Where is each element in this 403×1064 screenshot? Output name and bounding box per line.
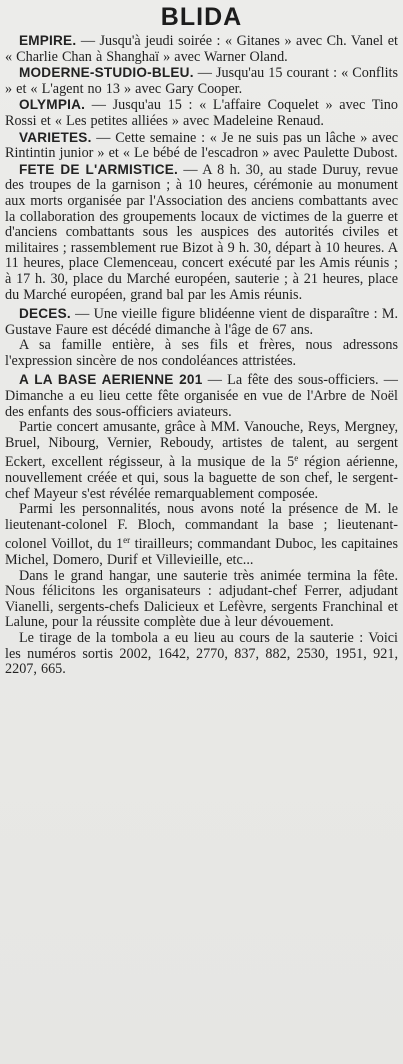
text-personnalites-end: tirailleurs; commandant Duboc, les capitaines Michel, Domero, Durif et Villevieille, etc... bbox=[5, 536, 398, 568]
paragraph-base-aerienne bbox=[5, 372, 398, 420]
text-olympia: — Jusqu'au 15 : « L'affaire Coquelet » avec Tino Rossi et « Les petites alliées » avec Madeleine Renaud. bbox=[5, 97, 398, 129]
text-base-aerienne: — La fête des sous-officiers. — Dimanche a eu lieu cette fête organisée en vue de l'Arbre de Noël des enfants des sous-officiers aviateurs. bbox=[5, 372, 398, 420]
heading-olympia: OLYMPIA. bbox=[19, 97, 86, 113]
paragraph-moderne-studio-bleu bbox=[5, 65, 398, 97]
text-concert-end: région aérienne, nouvellement créée et qui, sous la baguette de son chef, le sergent-chef Mayeur s'est révélée remarquablement composée. bbox=[5, 454, 398, 502]
heading-base-aerienne: A LA BASE AERIENNE 201 bbox=[19, 372, 203, 388]
paragraph-empire bbox=[5, 33, 398, 65]
paragraph-armistice bbox=[5, 162, 398, 303]
article-title: BLIDA bbox=[160, 3, 243, 31]
heading-empire: EMPIRE. bbox=[19, 33, 77, 48]
superscript-e: e bbox=[294, 453, 299, 464]
paragraph-hangar: Dans le grand hangar, une sauterie très animée termina la fête. Nous félicitons les organisateurs : adjudant-chef Ferrer, adjudant Vianelli, sergents-chefs Dalicieux et Lefèvre, sergents Franchinal et Lalune, pour la réussite complète due à leur dévouement. bbox=[5, 567, 398, 631]
heading-moderne-studio-bleu: MODERNE-STUDIO-BLEU. bbox=[19, 65, 194, 81]
text-moderne-studio-bleu: — Jusqu'au 15 courant : « Conflits » et « L'agent no 13 » avec Gary Cooper. bbox=[5, 65, 398, 97]
paragraph-tombola: Le tirage de la tombola a eu lieu au cours de la sauterie : Voici les numéros sortis 2002, 1642, 2770, 837, 882, 2530, 1951, 921, 2207, 665. bbox=[5, 629, 398, 678]
paragraph-concert bbox=[5, 420, 398, 502]
text-armistice: — A 8 h. 30, au stade Duruy, revue des troupes de la garnison ; à 10 heures, cérémonie au monument aux morts organisée par l'Association des anciens combattants avec la collaboration des groupements locaux de victimes de la guerre et d'anciens combattants sous les auspices des autorités civiles et militaires ; rassemblement rue Bizot à 9 h. 30, départ à 10 heures. A 11 heures, place Clemenceau, concert exécuté par les Amis réunis ; à 17 h. 30, place du Marché européen, sauterie ; à 21 heures, place du Marché européen, grand bal par les Amis réunis. bbox=[5, 161, 398, 303]
paragraph-olympia bbox=[5, 97, 398, 129]
paragraph-deces-condolences: A sa famille entière, à ses fils et frères, nous adressons l'expression sincère de nos condoléances attristées. bbox=[5, 337, 398, 369]
text-personnalites-start: Parmi les personnalités, nous avons noté la présence de M. le lieutenant-colonel F. Bloch, commandant la base ; lieutenant-colonel Voillot, du 1 bbox=[5, 501, 398, 553]
paragraph-varietes bbox=[5, 130, 398, 162]
paragraph-personnalites bbox=[5, 502, 398, 568]
heading-armistice: FETE DE L'ARMISTICE. bbox=[19, 161, 178, 177]
text-deces: — Une vieille figure blidéenne vient de disparaître : M. Gustave Faure est décédé dimanche à l'âge de 67 ans. bbox=[5, 306, 398, 338]
text-varietes: — Cette semaine : « Je ne suis pas un lâche » avec Rintintin junior » et « Le bébé de l'escadron » avec Paulette Dubost. bbox=[5, 129, 398, 162]
text-concert-start: Partie concert amusante, grâce à MM. Vanouche, Reys, Mergney, Bruel, Nibourg, Vernier, Reboudy, artistes de talent, au sergent Eckert, excellent régisseur, à la musique de la 5 bbox=[5, 419, 398, 471]
paragraph-deces bbox=[5, 306, 398, 338]
text-empire: — Jusqu'à jeudi soirée : « Gitanes » avec Ch. Vanel et « Charlie Chan à Shanghaï » avec Warner Oland. bbox=[5, 33, 398, 65]
heading-varietes: VARIETES. bbox=[19, 129, 92, 145]
superscript-er: er bbox=[123, 535, 131, 546]
heading-deces: DECES. bbox=[19, 306, 71, 322]
